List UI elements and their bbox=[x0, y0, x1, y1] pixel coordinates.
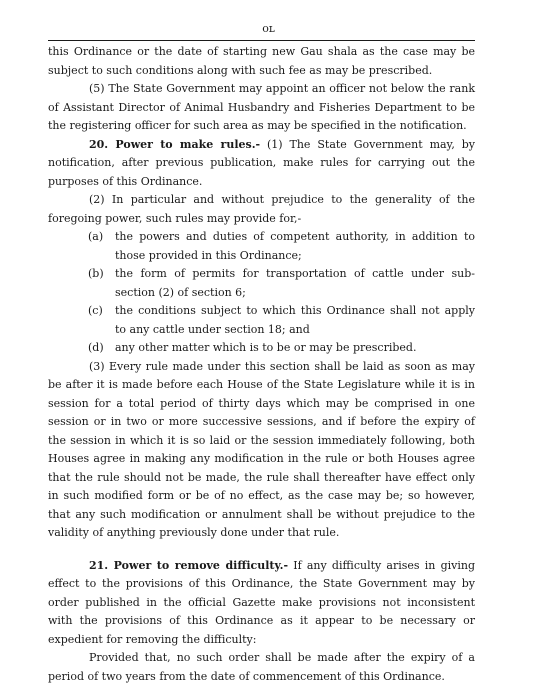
section-20-sub-2: (2) In particular and without prejudice to the generality of the foregoing power, such rules may provide for,- bbox=[48, 193, 475, 225]
section-21-text: If any difficulty arises in giving effect to the provisions of this Ordinance, the State Government may by order published in the official Gazette make provisions not inconsistent with the provisions of this Ordinance as it appear to be necessary or expedient for removing the difficulty: bbox=[48, 558, 476, 646]
clause-item bbox=[48, 339, 475, 358]
section-20-sub-1 bbox=[48, 136, 475, 192]
section-20-sub-3: (3) Every rule made under this section shall be laid as soon as may be after it is made before each House of the State Legislature while it is in session for a total period of thirty days which may be comprised in one session or in two or more successive sessions, and if before the expiry of the session in which it is so laid or the session immediately following, both Houses agree in making any modification in the rule or both Houses agree that the rule should not be made, the rule shall thereafter have effect only in such modified form or be of no effect, as the case may be; so however, that any such modification or annulment shall be without prejudice to the validity of anything previously done under that rule. bbox=[48, 359, 475, 539]
clause-label: (b) bbox=[88, 267, 104, 280]
paragraph-continued: this Ordinance or the date of starting new Gau shala as the case may be subject to such conditions along with such fee as may be prescribed. bbox=[48, 45, 475, 77]
section-20-sub-1-text: (1) The State Government may, by notification, after previous publication, make rules for carrying out the purposes of this Ordinance. bbox=[48, 137, 475, 188]
clause-text: the powers and duties of competent authority, in addition to those provided in this Ordinance; bbox=[115, 230, 475, 262]
clause-label: (c) bbox=[88, 304, 103, 317]
page-number: ᴏʟ bbox=[262, 22, 275, 35]
clause-item bbox=[48, 228, 475, 265]
document-body bbox=[48, 43, 475, 686]
clause-label: (d) bbox=[88, 341, 104, 354]
clause-item bbox=[48, 265, 475, 302]
clause-item bbox=[48, 302, 475, 339]
clause-label: (a) bbox=[88, 230, 104, 243]
section-21-proviso: Provided that, no such order shall be made after the expiry of a period of two years from the date of commencement of this Ordinance. bbox=[48, 651, 475, 683]
clause-text: the conditions subject to which this Ordinance shall not apply to any cattle under section 18; and bbox=[115, 304, 475, 336]
section-21-heading: 21. Power to remove difficulty.- bbox=[89, 558, 289, 572]
section-21 bbox=[48, 557, 475, 650]
clause-text: any other matter which is to be or may be prescribed. bbox=[115, 341, 417, 354]
paragraph-sub-5: (5) The State Government may appoint an officer not below the rank of Assistant Director of Animal Husbandry and Fisheries Department to be the registering officer for such area as may be specified in the notification. bbox=[48, 82, 475, 132]
clause-text: the form of permits for transportation of cattle under sub-section (2) of section 6; bbox=[115, 267, 475, 299]
header-rule bbox=[48, 40, 475, 41]
section-20-heading: 20. Power to make rules.- bbox=[89, 137, 261, 151]
